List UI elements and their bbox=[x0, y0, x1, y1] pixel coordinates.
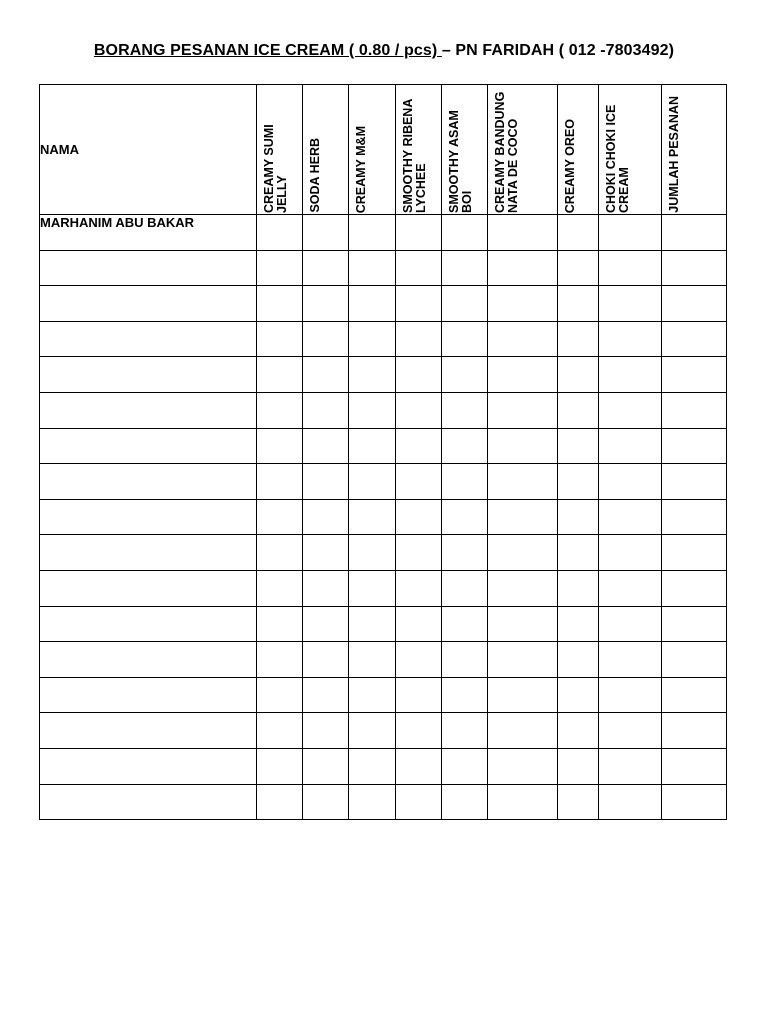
table-row bbox=[40, 784, 727, 820]
quantity-cell[interactable] bbox=[662, 321, 727, 357]
quantity-cell[interactable] bbox=[257, 713, 303, 749]
quantity-cell[interactable] bbox=[349, 392, 396, 428]
table-row bbox=[40, 215, 727, 251]
quantity-cell[interactable] bbox=[349, 570, 396, 606]
quantity-cell[interactable] bbox=[599, 392, 662, 428]
quantity-cell[interactable] bbox=[349, 499, 396, 535]
quantity-cell[interactable] bbox=[599, 748, 662, 784]
quantity-cell[interactable] bbox=[257, 570, 303, 606]
quantity-cell[interactable] bbox=[257, 286, 303, 322]
table-row bbox=[40, 250, 727, 286]
quantity-cell[interactable] bbox=[303, 428, 349, 464]
quantity-cell[interactable] bbox=[662, 570, 727, 606]
quantity-cell[interactable] bbox=[442, 677, 488, 713]
quantity-cell[interactable] bbox=[442, 642, 488, 678]
quantity-cell[interactable] bbox=[442, 428, 488, 464]
quantity-cell[interactable] bbox=[257, 606, 303, 642]
quantity-cell[interactable] bbox=[396, 215, 442, 251]
quantity-cell[interactable] bbox=[349, 535, 396, 571]
table-row bbox=[40, 392, 727, 428]
quantity-cell[interactable] bbox=[662, 392, 727, 428]
column-header-label: JUMLAH PESANAN bbox=[667, 96, 681, 213]
quantity-cell[interactable] bbox=[558, 570, 599, 606]
quantity-cell[interactable] bbox=[599, 250, 662, 286]
quantity-cell[interactable] bbox=[488, 357, 558, 393]
name-cell[interactable] bbox=[40, 250, 257, 286]
quantity-cell[interactable] bbox=[396, 392, 442, 428]
quantity-cell[interactable] bbox=[599, 713, 662, 749]
quantity-cell[interactable] bbox=[599, 499, 662, 535]
quantity-cell[interactable] bbox=[257, 357, 303, 393]
quantity-cell[interactable] bbox=[257, 392, 303, 428]
quantity-cell[interactable] bbox=[349, 606, 396, 642]
quantity-cell[interactable] bbox=[349, 748, 396, 784]
quantity-cell[interactable] bbox=[558, 250, 599, 286]
quantity-cell[interactable] bbox=[349, 642, 396, 678]
quantity-cell[interactable] bbox=[442, 250, 488, 286]
quantity-cell[interactable] bbox=[303, 535, 349, 571]
quantity-cell[interactable] bbox=[349, 713, 396, 749]
quantity-cell[interactable] bbox=[662, 215, 727, 251]
quantity-cell[interactable] bbox=[442, 499, 488, 535]
quantity-cell[interactable] bbox=[599, 606, 662, 642]
quantity-cell[interactable] bbox=[349, 428, 396, 464]
quantity-cell[interactable] bbox=[662, 464, 727, 500]
quantity-cell[interactable] bbox=[303, 250, 349, 286]
quantity-cell[interactable] bbox=[558, 642, 599, 678]
quantity-cell[interactable] bbox=[349, 677, 396, 713]
quantity-cell[interactable] bbox=[599, 642, 662, 678]
quantity-cell[interactable] bbox=[257, 499, 303, 535]
quantity-cell[interactable] bbox=[488, 499, 558, 535]
quantity-cell[interactable] bbox=[396, 677, 442, 713]
table-row bbox=[40, 357, 727, 393]
quantity-cell[interactable] bbox=[488, 535, 558, 571]
column-header-label: CREAMY SUMI JELLY bbox=[262, 124, 289, 213]
table-row bbox=[40, 606, 727, 642]
column-header-wrap bbox=[303, 85, 348, 214]
table-row bbox=[40, 286, 727, 322]
name-cell[interactable] bbox=[40, 357, 257, 393]
column-header-label: SMOOTHY ASAM BOI bbox=[447, 110, 474, 213]
name-cell[interactable] bbox=[40, 713, 257, 749]
name-cell[interactable] bbox=[40, 784, 257, 820]
name-cell[interactable] bbox=[40, 535, 257, 571]
quantity-cell[interactable] bbox=[257, 677, 303, 713]
column-header bbox=[396, 85, 442, 215]
quantity-cell[interactable] bbox=[599, 428, 662, 464]
quantity-cell[interactable] bbox=[662, 535, 727, 571]
quantity-cell[interactable] bbox=[662, 428, 727, 464]
quantity-cell[interactable] bbox=[349, 321, 396, 357]
quantity-cell[interactable] bbox=[558, 215, 599, 251]
form-title-contact: – PN FARIDAH ( 012 -7803492) bbox=[441, 42, 675, 59]
quantity-cell[interactable] bbox=[303, 677, 349, 713]
name-cell[interactable] bbox=[40, 392, 257, 428]
quantity-cell[interactable] bbox=[349, 215, 396, 251]
quantity-cell[interactable] bbox=[257, 535, 303, 571]
quantity-cell[interactable] bbox=[488, 321, 558, 357]
quantity-cell[interactable] bbox=[303, 713, 349, 749]
quantity-cell[interactable] bbox=[442, 713, 488, 749]
quantity-cell[interactable] bbox=[599, 286, 662, 322]
table-header-row bbox=[40, 85, 727, 215]
table-row bbox=[40, 748, 727, 784]
quantity-cell[interactable] bbox=[662, 357, 727, 393]
table-row bbox=[40, 499, 727, 535]
quantity-cell[interactable] bbox=[396, 606, 442, 642]
quantity-cell[interactable] bbox=[558, 606, 599, 642]
name-cell[interactable] bbox=[40, 606, 257, 642]
quantity-cell[interactable] bbox=[257, 215, 303, 251]
quantity-cell[interactable] bbox=[558, 286, 599, 322]
column-header-wrap bbox=[396, 85, 441, 214]
column-header-wrap bbox=[488, 85, 557, 214]
quantity-cell[interactable] bbox=[488, 215, 558, 251]
quantity-cell[interactable] bbox=[303, 784, 349, 820]
quantity-cell[interactable] bbox=[662, 286, 727, 322]
column-header bbox=[442, 85, 488, 215]
quantity-cell[interactable] bbox=[488, 677, 558, 713]
quantity-cell[interactable] bbox=[442, 570, 488, 606]
quantity-cell[interactable] bbox=[488, 606, 558, 642]
column-header-wrap bbox=[257, 85, 302, 214]
quantity-cell[interactable] bbox=[488, 748, 558, 784]
quantity-cell[interactable] bbox=[599, 677, 662, 713]
column-header-wrap bbox=[662, 85, 726, 214]
quantity-cell[interactable] bbox=[257, 642, 303, 678]
form-title-main: BORANG PESANAN ICE CREAM ( 0.80 / pcs) bbox=[93, 42, 442, 59]
name-cell[interactable] bbox=[40, 677, 257, 713]
column-header-label: CHOKI CHOKI ICE CREAM bbox=[604, 104, 631, 213]
quantity-cell[interactable] bbox=[396, 357, 442, 393]
column-header-wrap bbox=[599, 85, 661, 214]
name-cell[interactable] bbox=[40, 286, 257, 322]
name-cell[interactable] bbox=[40, 642, 257, 678]
quantity-cell[interactable] bbox=[662, 784, 727, 820]
quantity-cell[interactable] bbox=[599, 464, 662, 500]
quantity-cell[interactable] bbox=[442, 215, 488, 251]
quantity-cell[interactable] bbox=[558, 748, 599, 784]
quantity-cell[interactable] bbox=[488, 784, 558, 820]
quantity-cell[interactable] bbox=[396, 570, 442, 606]
quantity-cell[interactable] bbox=[599, 535, 662, 571]
quantity-cell[interactable] bbox=[303, 499, 349, 535]
column-header-nama: NAMA bbox=[40, 85, 257, 215]
quantity-cell[interactable] bbox=[558, 535, 599, 571]
quantity-cell[interactable] bbox=[396, 784, 442, 820]
quantity-cell[interactable] bbox=[442, 286, 488, 322]
name-cell[interactable] bbox=[40, 748, 257, 784]
quantity-cell[interactable] bbox=[349, 357, 396, 393]
quantity-cell[interactable] bbox=[558, 677, 599, 713]
order-form-table bbox=[39, 84, 727, 820]
quantity-cell[interactable] bbox=[396, 321, 442, 357]
quantity-cell[interactable] bbox=[662, 748, 727, 784]
quantity-cell[interactable] bbox=[488, 286, 558, 322]
column-header bbox=[257, 85, 303, 215]
quantity-cell[interactable] bbox=[396, 499, 442, 535]
table-row bbox=[40, 464, 727, 500]
quantity-cell[interactable] bbox=[349, 286, 396, 322]
name-cell[interactable] bbox=[40, 464, 257, 500]
quantity-cell[interactable] bbox=[257, 748, 303, 784]
quantity-cell[interactable] bbox=[488, 713, 558, 749]
quantity-cell[interactable] bbox=[303, 606, 349, 642]
column-header bbox=[558, 85, 599, 215]
quantity-cell[interactable] bbox=[599, 321, 662, 357]
quantity-cell[interactable] bbox=[349, 464, 396, 500]
name-cell[interactable]: MARHANIM ABU BAKAR bbox=[40, 215, 257, 251]
quantity-cell[interactable] bbox=[303, 286, 349, 322]
quantity-cell[interactable] bbox=[442, 606, 488, 642]
column-header bbox=[303, 85, 349, 215]
quantity-cell[interactable] bbox=[257, 321, 303, 357]
quantity-cell[interactable] bbox=[662, 250, 727, 286]
table-row bbox=[40, 321, 727, 357]
column-header bbox=[349, 85, 396, 215]
name-cell[interactable] bbox=[40, 499, 257, 535]
quantity-cell[interactable] bbox=[303, 215, 349, 251]
quantity-cell[interactable] bbox=[349, 250, 396, 286]
column-header-label: SODA HERB bbox=[308, 138, 322, 213]
quantity-cell[interactable] bbox=[396, 464, 442, 500]
quantity-cell[interactable] bbox=[558, 713, 599, 749]
quantity-cell[interactable] bbox=[396, 748, 442, 784]
quantity-cell[interactable] bbox=[396, 286, 442, 322]
column-header-label: CREAMY BANDUNG NATA DE COCO bbox=[493, 91, 520, 213]
quantity-cell[interactable] bbox=[558, 784, 599, 820]
quantity-cell[interactable] bbox=[488, 250, 558, 286]
quantity-cell[interactable] bbox=[442, 535, 488, 571]
table-row bbox=[40, 535, 727, 571]
quantity-cell[interactable] bbox=[558, 499, 599, 535]
column-header-wrap bbox=[349, 85, 395, 214]
quantity-cell[interactable] bbox=[558, 321, 599, 357]
quantity-cell[interactable] bbox=[599, 784, 662, 820]
quantity-cell[interactable] bbox=[488, 642, 558, 678]
quantity-cell[interactable] bbox=[558, 464, 599, 500]
table-row bbox=[40, 677, 727, 713]
quantity-cell[interactable] bbox=[488, 428, 558, 464]
column-header-label: CREAMY M&M bbox=[354, 125, 368, 213]
name-cell[interactable] bbox=[40, 428, 257, 464]
column-header bbox=[662, 85, 727, 215]
quantity-cell[interactable] bbox=[303, 748, 349, 784]
quantity-cell[interactable] bbox=[488, 570, 558, 606]
quantity-cell[interactable] bbox=[257, 428, 303, 464]
quantity-cell[interactable] bbox=[396, 713, 442, 749]
column-header-label: SMOOTHY RIBENA LYCHEE bbox=[401, 99, 428, 213]
table-row bbox=[40, 570, 727, 606]
quantity-cell[interactable] bbox=[303, 464, 349, 500]
quantity-cell[interactable] bbox=[396, 250, 442, 286]
quantity-cell[interactable] bbox=[662, 642, 727, 678]
column-header bbox=[599, 85, 662, 215]
quantity-cell[interactable] bbox=[662, 606, 727, 642]
quantity-cell[interactable] bbox=[442, 784, 488, 820]
quantity-cell[interactable] bbox=[662, 677, 727, 713]
quantity-cell[interactable] bbox=[303, 570, 349, 606]
quantity-cell[interactable] bbox=[662, 499, 727, 535]
quantity-cell[interactable] bbox=[442, 392, 488, 428]
quantity-cell[interactable] bbox=[662, 713, 727, 749]
quantity-cell[interactable] bbox=[558, 392, 599, 428]
quantity-cell[interactable] bbox=[558, 428, 599, 464]
column-header-label: CREAMY OREO bbox=[563, 118, 577, 213]
quantity-cell[interactable] bbox=[396, 428, 442, 464]
column-header-wrap bbox=[442, 85, 487, 214]
quantity-cell[interactable] bbox=[396, 535, 442, 571]
name-cell[interactable] bbox=[40, 321, 257, 357]
table-row bbox=[40, 428, 727, 464]
quantity-cell[interactable] bbox=[396, 642, 442, 678]
quantity-cell[interactable] bbox=[303, 357, 349, 393]
quantity-cell[interactable] bbox=[442, 357, 488, 393]
quantity-cell[interactable] bbox=[442, 321, 488, 357]
quantity-cell[interactable] bbox=[257, 464, 303, 500]
quantity-cell[interactable] bbox=[442, 748, 488, 784]
quantity-cell[interactable] bbox=[558, 357, 599, 393]
quantity-cell[interactable] bbox=[488, 392, 558, 428]
quantity-cell[interactable] bbox=[303, 392, 349, 428]
quantity-cell[interactable] bbox=[442, 464, 488, 500]
quantity-cell[interactable] bbox=[349, 784, 396, 820]
quantity-cell[interactable] bbox=[599, 357, 662, 393]
table-row bbox=[40, 642, 727, 678]
table-body bbox=[40, 215, 727, 820]
table-row bbox=[40, 713, 727, 749]
quantity-cell[interactable] bbox=[303, 321, 349, 357]
quantity-cell[interactable] bbox=[599, 570, 662, 606]
quantity-cell[interactable] bbox=[488, 464, 558, 500]
name-cell[interactable] bbox=[40, 570, 257, 606]
quantity-cell[interactable] bbox=[257, 784, 303, 820]
quantity-cell[interactable] bbox=[303, 642, 349, 678]
column-header bbox=[488, 85, 558, 215]
column-header-wrap bbox=[558, 85, 598, 214]
form-title bbox=[0, 42, 768, 60]
quantity-cell[interactable] bbox=[257, 250, 303, 286]
quantity-cell[interactable] bbox=[599, 215, 662, 251]
